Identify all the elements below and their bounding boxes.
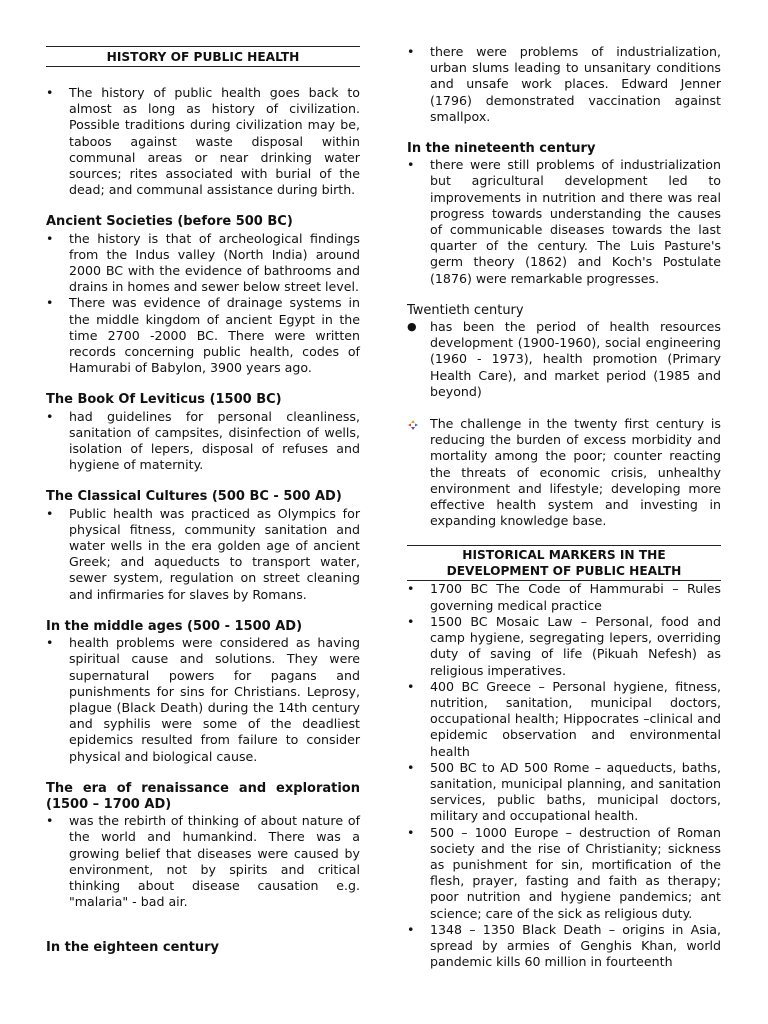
section-heading: The Classical Cultures (500 BC - 500 AD) [46, 489, 342, 505]
section-heading: In the nineteenth century [407, 141, 596, 157]
bullet: • [407, 824, 415, 840]
section-heading: In the middle ages (500 - 1500 AD) [46, 618, 303, 634]
list-item: • Public health was practiced as Olympics for physical fitness, community sanitation and water wells in the era golden age of ancient Greek; and aqueducts to transport water, sewer system, regulation on street cleaning and infirmaries for slaves by Romans. [46, 505, 360, 602]
bullet: • [407, 759, 415, 775]
list-item: ● has been the period of health resources development (1900-1960), social engineering (1960 - 1973), health promotion (Primary Health Care), and market period (1985 and beyond) [407, 319, 721, 399]
bullet: • [407, 581, 415, 597]
list-item: • 500 BC to AD 500 Rome – aqueducts, baths, sanitation, municipal planning, and sanitation services, public baths, municipal doctors, military and occupational health. [407, 759, 721, 824]
section-heading: Ancient Societies (before 500 BC) [46, 214, 293, 230]
list-item: • 1500 BC Mosaic Law – Personal, food and camp hygiene, segregating lepers, overriding duty of saving of life (Pikuah Nefesh) as religious imperatives. [407, 613, 721, 678]
right-column [407, 44, 721, 970]
markers-title: HISTORICAL MARKERS IN THE DEVELOPMENT OF PUBLIC HEALTH [407, 545, 721, 581]
bullet: • [407, 157, 415, 173]
list-item: • The history of public health goes back to almost as long as history of civilization. Possible traditions during civilization may be, taboos against waste disposal within communal areas or near drinking water sources; rites associated with burial of the dead; and communal assistance during birth. [46, 85, 360, 198]
history-title: HISTORY OF PUBLIC HEALTH [46, 46, 360, 67]
section-heading: The era of renaissance and exploration (1500 – 1700 AD) [46, 780, 360, 812]
list-item: • the history is that of archeological findings from the Indus valley (North India) around 2000 BC with the evidence of bathrooms and drains in homes and sewer below street level. [46, 230, 360, 295]
section-heading: The Book Of Leviticus (1500 BC) [46, 392, 282, 408]
bullet: • [46, 230, 54, 246]
bullet: • [407, 613, 415, 629]
list-item: • there were still problems of industrialization but agricultural development led to improvements in nutrition and there was real progress towards understanding the causes of communicable diseases towards the last quarter of the century. The Luis Pasture's germ theory (1862) and Koch's Postulate (1876) were remarkable progresses. [407, 157, 721, 286]
left-column [46, 42, 360, 957]
bullet: • [46, 813, 54, 829]
list-item: • 1700 BC The Code of Hammurabi – Rules governing medical practice [407, 581, 721, 613]
list-item: • had guidelines for personal cleanliness, sanitation of campsites, disinfection of wells, isolation of lepers, disposal of refuses and hygiene of maternity. [46, 408, 360, 473]
list-item: • was the rebirth of thinking of about nature of the world and humankind. There was a growing belief that diseases were caused by environment, not by spirits and critical thinking about disease causation e.g. "malaria" - bad air. [46, 813, 360, 910]
four-way-arrow-icon [407, 420, 419, 430]
list-item: • 500 – 1000 Europe – destruction of Roman society and the rise of Christianity; sickness as punishment for sin, mortification of the flesh, prayer, fasting and faith as therapy; poor nutrition and hygiene pandemics; ant science; care of the sick as religious duty. [407, 824, 721, 921]
bullet: • [46, 295, 54, 311]
section-heading: Twentieth century [407, 302, 524, 318]
list-item: • health problems were considered as having spiritual cause and solutions. They were supernatural powers for pagans and punishments for sins for Christians. Leprosy, plague (Black Death) during the 14th century and syphilis were some of the deadliest epidemics resulted from failure to consider physical and biological cause. [46, 635, 360, 764]
bullet: • [407, 921, 415, 937]
bullet: • [407, 678, 415, 694]
bullet: • [46, 85, 54, 100]
bullet: • [46, 408, 54, 424]
bullet: • [46, 635, 54, 651]
section-heading: In the eighteen century [46, 940, 220, 956]
intro-list [46, 85, 360, 198]
markers-list [407, 581, 721, 970]
bullet: • [46, 505, 54, 521]
bullet: ● [407, 320, 417, 334]
list-item: • 1348 – 1350 Black Death – origins in Asia, spread by armies of Genghis Khan, world pandemic kills 60 million in fourteenth [407, 921, 721, 970]
list-item: • There was evidence of drainage systems in the middle kingdom of ancient Egypt in the time 2700 -2000 BC. There were written records concerning public health, codes of Hamurabi of Babylon, 3900 years ago. [46, 295, 360, 376]
list-item: The challenge in the twenty first century is reducing the burden of excess morbidity and mortality among the poor; counter reacting the threats of economic crisis, unhealthy environment and lifestyle; developing more effective health system and investing in expanding knowledge base. [407, 416, 721, 529]
bullet: • [407, 44, 415, 59]
list-item: • 400 BC Greece – Personal hygiene, fitness, nutrition, sanitation, municipal doctors, occupational health; Hippocrates –clinical and epidemic observation and environmental health [407, 678, 721, 759]
list-item: • there were problems of industrialization, urban slums leading to unsanitary conditions and unsafe work places. Edward Jenner (1796) demonstrated vaccination against smallpox. [407, 44, 721, 124]
